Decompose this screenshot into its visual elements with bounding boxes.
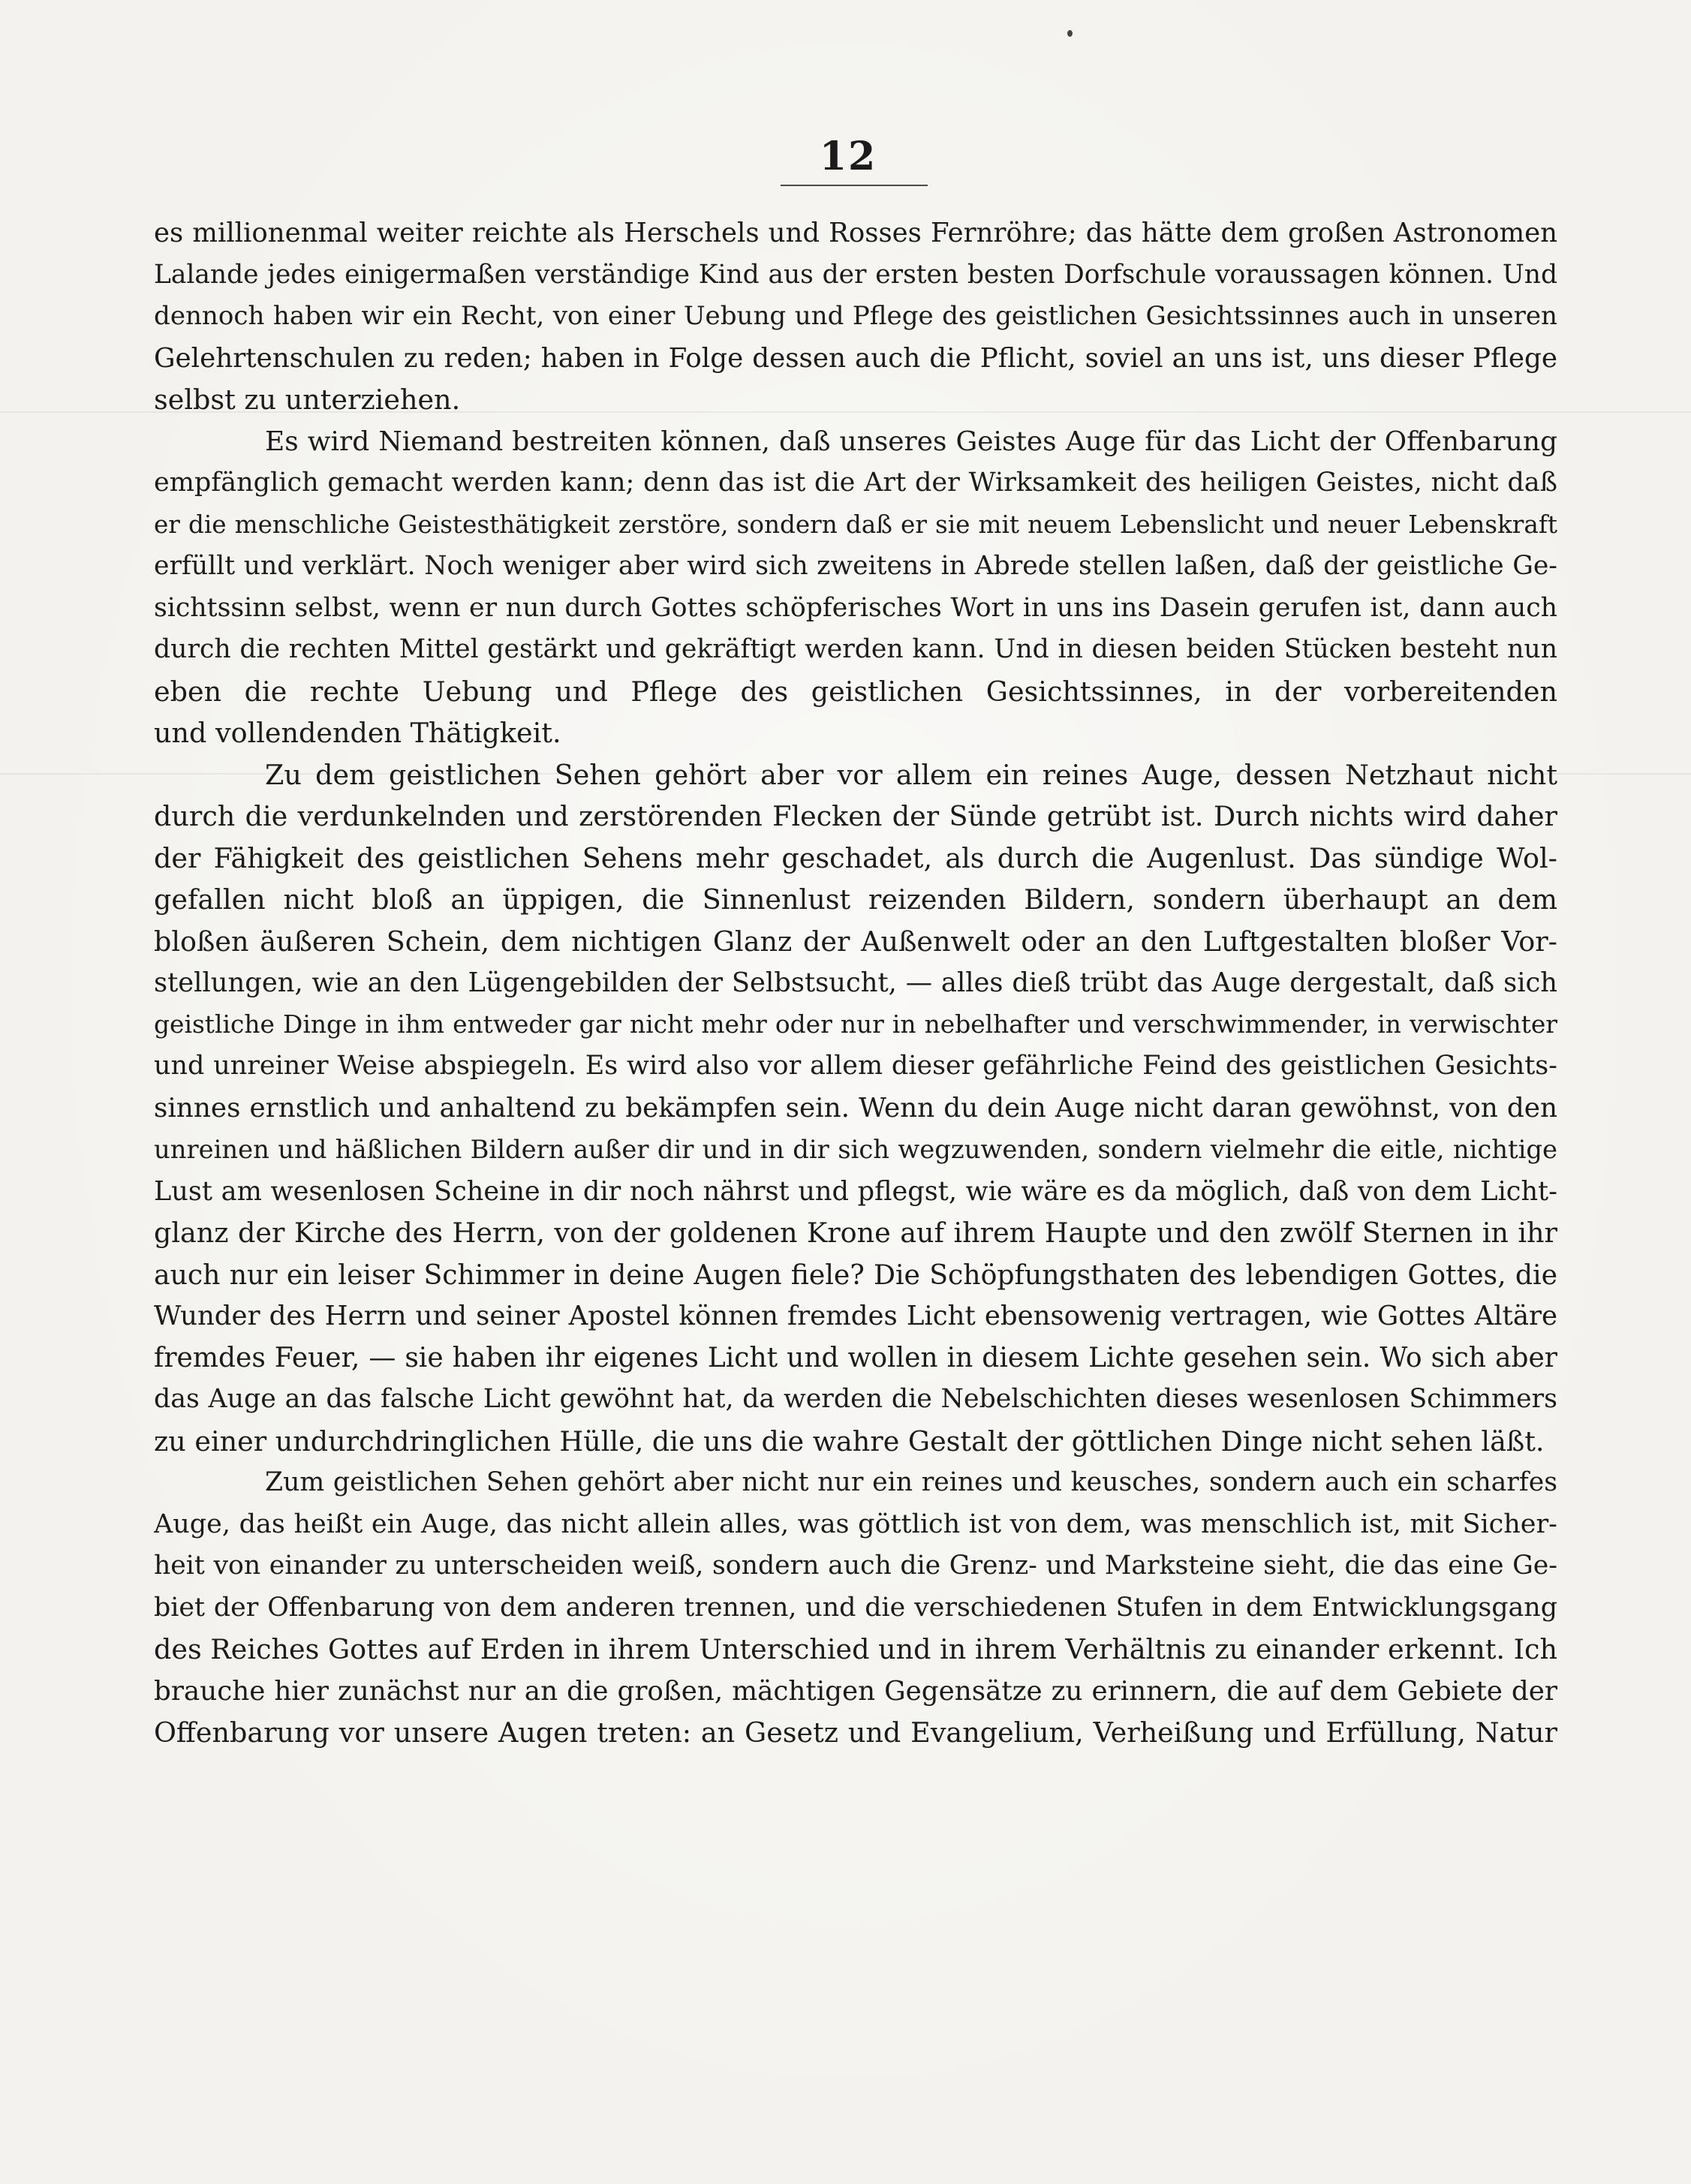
text-line: biet der Offenbarung von dem anderen trennen, und die verschiedenen Stufen in dem Entwicklungsgang — [154, 1592, 1557, 1623]
text-line: er die menschliche Geistesthätigkeit zerstöre, sondern daß er sie mit neuem Lebenslicht und neuer Lebenskraft — [154, 510, 1557, 539]
body-text — [154, 212, 1557, 1754]
text-line: geistliche Dinge in ihm entweder gar nicht mehr oder nur in nebelhafter und verschwimmender, in verwischter — [154, 1009, 1557, 1039]
text-line: fremdes Feuer, — sie haben ihr eigenes Licht und wollen in diesem Lichte gesehen sein. Wo sich aber — [154, 1342, 1557, 1373]
page-number: 12 — [819, 134, 877, 179]
text-line: eben die rechte Uebung und Pflege des geistlichen Gesichtssinnes, in der vorbereitenden — [154, 675, 1557, 708]
text-line: dennoch haben wir ein Recht, von einer Uebung und Pflege des geistlichen Gesichtssinnes auch in unseren — [154, 301, 1557, 331]
text-line: Lalande jedes einigermaßen verständige Kind aus der ersten besten Dorfschule voraussagen können. Und — [154, 259, 1557, 290]
text-line: glanz der Kirche des Herrn, von der goldenen Krone auf ihrem Haupte und den zwölf Sternen in ihr — [154, 1217, 1557, 1249]
text-line: und vollendenden Thätigkeit. — [154, 717, 561, 749]
text-line: sichtssinn selbst, wenn er nun durch Gottes schöpferisches Wort in uns ins Dasein gerufen ist, dann auch — [154, 592, 1557, 623]
text-line: Wunder des Herrn und seiner Apostel können fremdes Licht ebensowenig vertragen, wie Gottes Altäre — [154, 1301, 1557, 1331]
text-line: bloßen äußeren Schein, dem nichtigen Glanz der Außenwelt oder an den Luftgestalten bloßer Vor- — [154, 925, 1557, 958]
text-line: des Reiches Gottes auf Erden in ihrem Unterschied und in ihrem Verhältnis zu einander erkennt. Ich — [154, 1633, 1557, 1665]
text-line: erfüllt und verklärt. Noch weniger aber wird sich zweitens in Abrede stellen laßen, daß der geistliche Ge- — [154, 551, 1557, 581]
text-line: durch die verdunkelnden und zerstörenden Flecken der Sünde getrübt ist. Durch nichts wird daher — [154, 800, 1557, 832]
text-line: Lust am wesenlosen Scheine in dir noch nährst und pflegst, wie wäre es da möglich, daß von dem Licht- — [154, 1175, 1557, 1207]
paragraph-first-line: Es wird Niemand bestreiten können, daß unseres Geistes Auge für das Licht der Offenbarung — [265, 426, 1557, 457]
text-line: das Auge an das falsche Licht gewöhnt hat, da werden die Nebelschichten dieses wesenlosen Schimmers — [154, 1384, 1557, 1414]
text-line: stellungen, wie an den Lügengebilden der Selbstsucht, — alles dieß trübt das Auge dergestalt, daß sich — [154, 967, 1557, 998]
text-line: es millionenmal weiter reichte als Herschels und Rosses Fernröhre; das hätte dem großen Astronomen — [154, 218, 1557, 248]
text-line: selbst zu unterziehen. — [154, 384, 461, 416]
text-line: empfänglich gemacht werden kann; denn das ist die Art der Wirksamkeit des heiligen Geistes, nicht daß — [154, 468, 1557, 498]
text-line: durch die rechten Mittel gestärkt und gekräftigt werden kann. Und in diesen beiden Stücken besteht nun — [154, 634, 1557, 664]
ink-speck — [1067, 30, 1073, 37]
text-line: sinnes ernstlich und anhaltend zu bekämpfen sein. Wenn du dein Auge nicht daran gewöhnst, von den — [154, 1092, 1557, 1124]
text-line: unreinen und häßlichen Bildern außer dir und in dir sich wegzuwenden, sondern vielmehr die eitle, nichtige — [154, 1135, 1557, 1164]
text-line: Offenbarung vor unsere Augen treten: an Gesetz und Evangelium, Verheißung und Erfüllung, Natur — [154, 1716, 1557, 1749]
text-line: Auge, das heißt ein Auge, das nicht allein alles, was göttlich ist von dem, was menschlich ist, mit Sicher- — [154, 1509, 1557, 1539]
text-line: heit von einander zu unterscheiden weiß, sondern auch die Grenz- und Marksteine sieht, die das eine Ge- — [154, 1551, 1557, 1581]
page-number-rule — [781, 185, 928, 186]
paragraph-first-line: Zu dem geistlichen Sehen gehört aber vor allem ein reines Auge, dessen Netzhaut nicht — [265, 758, 1557, 791]
text-line: und unreiner Weise abspiegeln. Es wird also vor allem dieser gefährliche Feind des geistlichen Gesichts- — [154, 1051, 1557, 1081]
text-line: zu einer undurchdringlichen Hülle, die uns die wahre Gestalt der göttlichen Dinge nicht sehen läßt. — [154, 1424, 1545, 1458]
text-line: gefallen nicht bloß an üppigen, die Sinnenlust reizenden Bildern, sondern überhaupt an dem — [154, 883, 1557, 916]
paragraph-first-line: Zum geistlichen Sehen gehört aber nicht nur ein reines und keusches, sondern auch ein scharfes — [265, 1467, 1557, 1497]
text-line: der Fähigkeit des geistlichen Sehens mehr geschadet, als durch die Augenlust. Das sündige Wol- — [154, 841, 1557, 874]
text-line: auch nur ein leiser Schimmer in deine Augen fiele? Die Schöpfungsthaten des lebendigen Gottes, die — [154, 1258, 1557, 1291]
text-line: Gelehrtenschulen zu reden; haben in Folge dessen auch die Pflicht, soviel an uns ist, uns dieser Pflege — [154, 342, 1557, 374]
text-line: brauche hier zunächst nur an die großen, mächtigen Gegensätze zu erinnern, die auf dem Gebiete der — [154, 1675, 1557, 1707]
